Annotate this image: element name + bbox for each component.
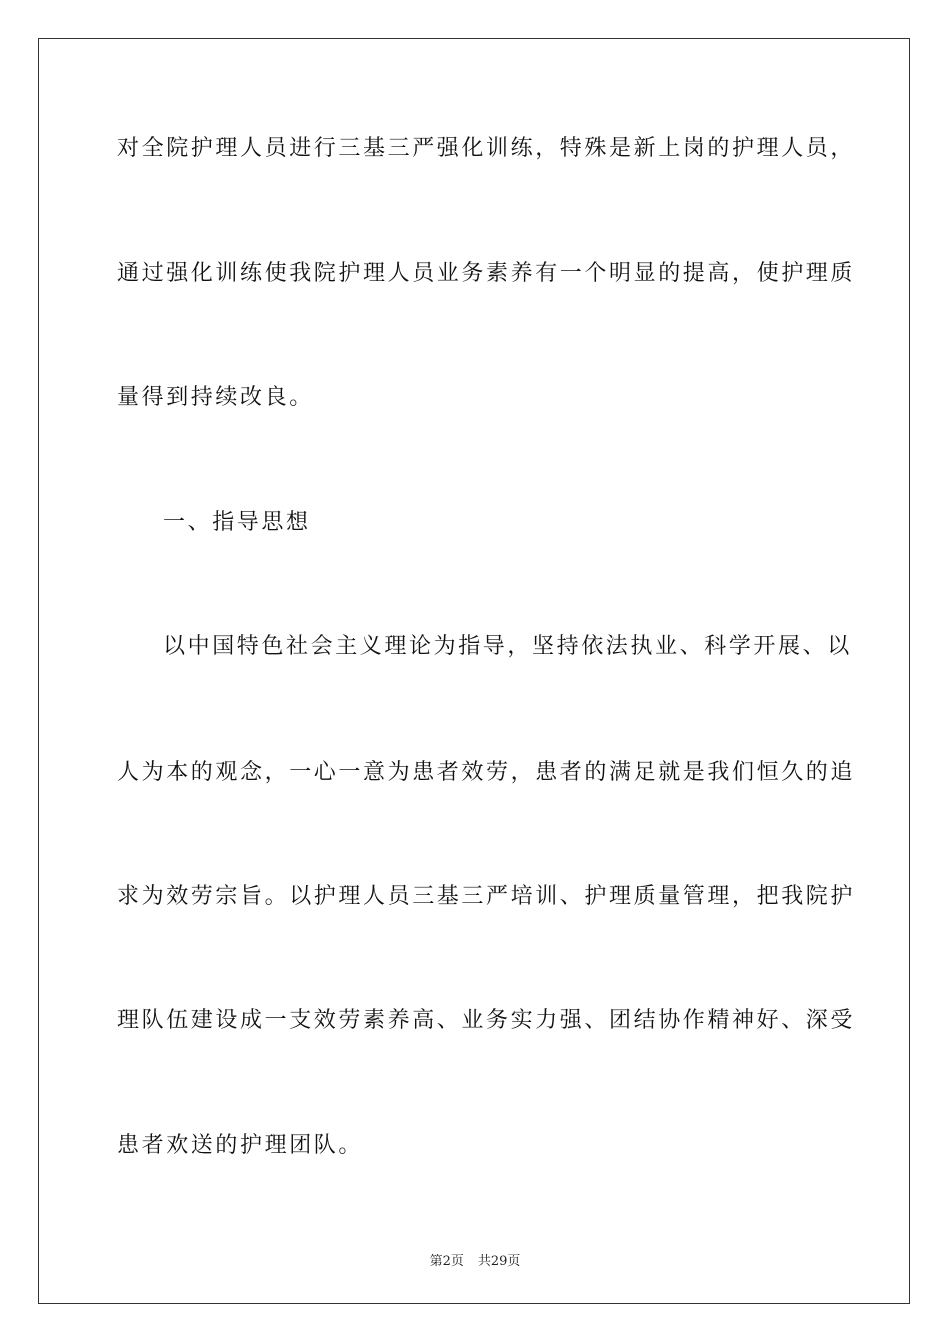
page-footer [0,1250,950,1269]
paragraph-line: 患者欢送的护理团队。 [117,1133,364,1158]
paragraph-line: 理队伍建设成一支效劳素养高、业务实力强、团结协作精神好、深受 [117,1008,856,1033]
paragraph-line: 以中国特色社会主义理论为指导，坚持依法执业、科学开展、以 [163,634,852,659]
paragraph-line: 求为效劳宗旨。以护理人员三基三严培训、护理质量管理，把我院护 [117,884,856,909]
paragraph-line: 人为本的观念，一心一意为患者效劳，患者的满足就是我们恒久的追 [117,760,856,785]
page-total: 共29页 [477,1254,521,1269]
paragraph-line: 量得到持续改良。 [117,385,314,410]
paragraph-line: 通过强化训练使我院护理人员业务素养有一个明显的提高，使护理质 [117,261,856,286]
paragraph-line: 对全院护理人员进行三基三严强化训练，特殊是新上岗的护理人员， [117,136,856,161]
page-number: 第2页 [429,1254,464,1269]
page-border [38,38,910,1304]
section-heading: 一、指导思想 [163,510,311,535]
